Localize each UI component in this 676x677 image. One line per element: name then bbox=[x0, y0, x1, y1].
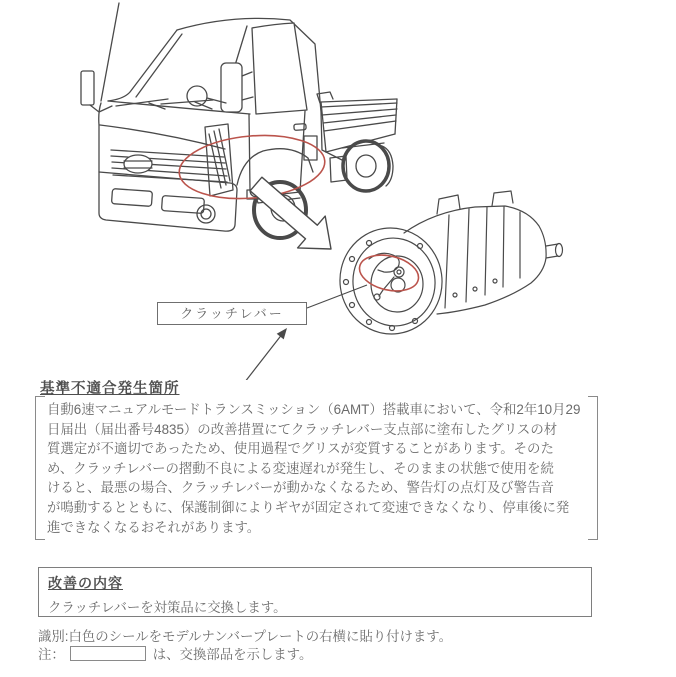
maker-emblem bbox=[124, 155, 152, 173]
note-line bbox=[38, 644, 312, 663]
defect-line: 日届出（届出番号4835）の改善措置にてクラッチレバー支点部に塗布したグリスの材 bbox=[47, 421, 558, 437]
defect-line: けると、最悪の場合、クラッチレバーが動かなくなるため、警告灯の点灯及び警告音 bbox=[47, 480, 554, 496]
flatbed bbox=[317, 92, 397, 191]
bracket-right bbox=[588, 396, 598, 540]
defect-line: 質選定が不適切であったため、使用過程でグリスが変質することがあります。そのた bbox=[47, 441, 554, 457]
heading-leader-arrow bbox=[234, 328, 287, 380]
clutch-lever-part bbox=[369, 253, 404, 300]
truck-line-art bbox=[81, 3, 397, 238]
door-window bbox=[252, 23, 307, 114]
defect-line: 進できなくなるおそれがあります。 bbox=[47, 519, 261, 535]
part-label-box bbox=[157, 302, 307, 325]
note-label: 注： bbox=[38, 647, 65, 662]
defect-line: め、クラッチレバーの摺動不良による変速遅れが発生し、そのままの状態で使用を続 bbox=[47, 460, 554, 476]
note-text: は、交換部品を示します。 bbox=[152, 647, 313, 662]
defect-section-heading: 基準不適合発生箇所 bbox=[40, 381, 180, 397]
wipers bbox=[116, 99, 213, 109]
side-mirror bbox=[221, 63, 242, 112]
label-leader-line bbox=[307, 285, 367, 308]
left-mirror bbox=[81, 71, 94, 105]
bracket-left bbox=[35, 396, 45, 540]
defect-line: が鳴動するとともに、保護制御によりギヤが固定されて変速できなくなり、停車後に発 bbox=[47, 499, 570, 515]
remedy-section-box bbox=[38, 567, 592, 617]
fog-lamp bbox=[197, 205, 215, 223]
down-right-arrow bbox=[250, 177, 331, 249]
replacement-part-sample-box bbox=[70, 646, 146, 661]
defect-paragraph bbox=[47, 400, 587, 537]
rear-tire bbox=[343, 141, 389, 191]
part-label-text: クラッチレバー bbox=[180, 306, 284, 321]
transmission-line-art bbox=[333, 191, 562, 341]
remedy-section-heading: 改善の内容 bbox=[48, 575, 123, 591]
antenna-line bbox=[101, 3, 119, 101]
output-shaft bbox=[556, 244, 563, 257]
defect-line: 自動6速マニュアルモードトランスミッション（6AMT）搭載車において、令和2年10月29 bbox=[47, 402, 581, 417]
remedy-body-text: クラッチレバーを対策品に交換します。 bbox=[48, 600, 287, 615]
identification-line: 識別:白色のシールをモデルナンバープレートの右横に貼り付けます。 bbox=[38, 629, 453, 644]
gear-case bbox=[404, 206, 546, 314]
